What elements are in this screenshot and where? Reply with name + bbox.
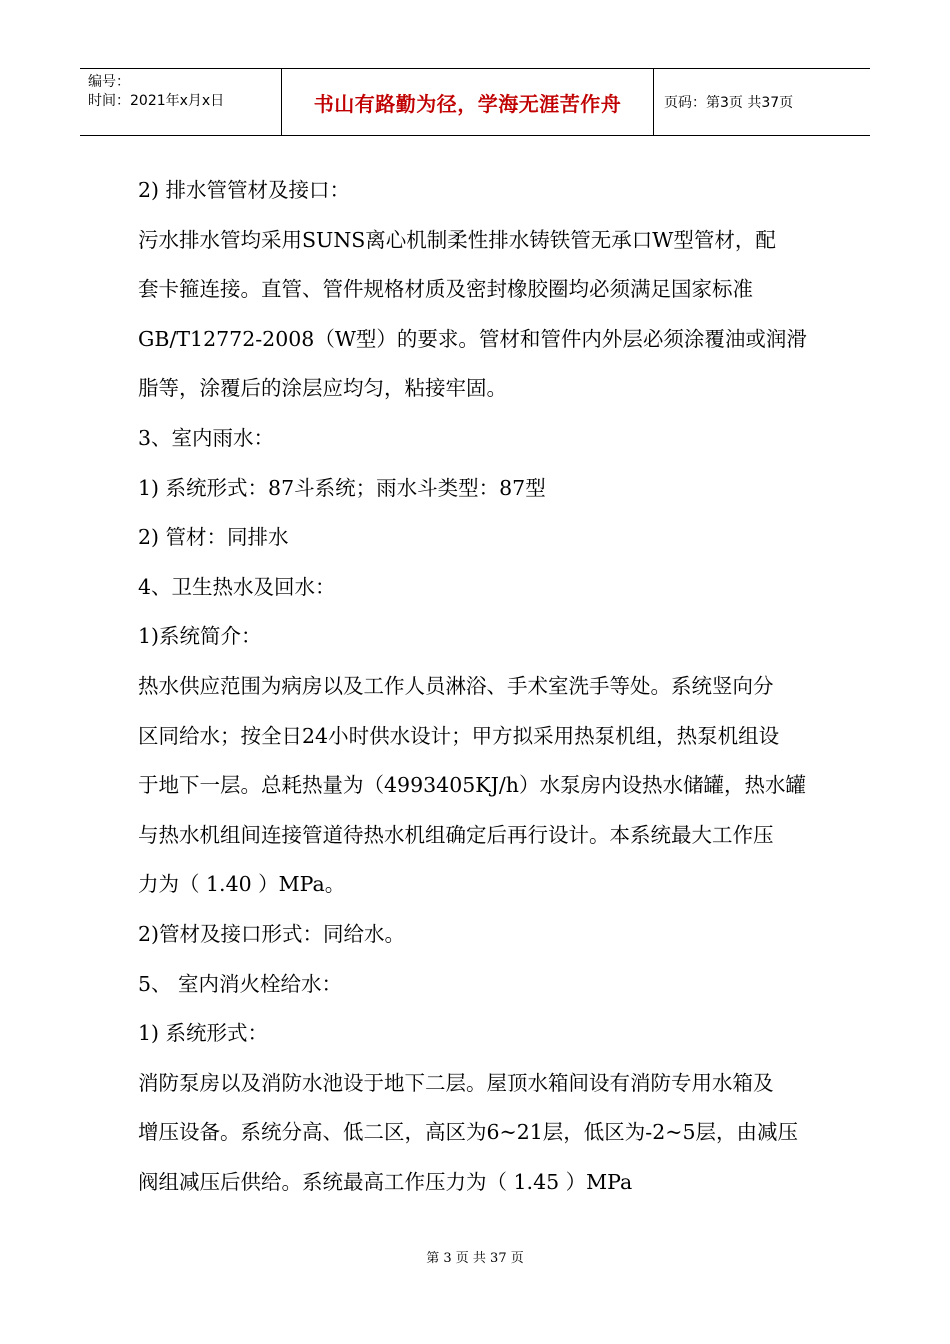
document-body xyxy=(138,166,850,1207)
text-line: 3、室内雨水： xyxy=(138,425,275,450)
text-line: 区同给水；按全日24小时供水设计；甲方拟采用热泵机组，热泵机组设 xyxy=(138,723,780,748)
text-line: 消防泵房以及消防水池设于地下二层。屋顶水箱间设有消防专用水箱及 xyxy=(138,1070,774,1095)
page-footer: 第 3 页 共 37 页 xyxy=(426,1251,524,1266)
text-line: 阀组减压后供给。系统最高工作压力为（ 1.45 ）MPa xyxy=(138,1169,633,1194)
text-line: 5、 室内消火栓给水： xyxy=(138,971,343,996)
text-line: 力为（ 1.40 ）MPa。 xyxy=(138,872,346,897)
text-line: 污水排水管均采用SUNS离心机制柔性排水铸铁管无承口W型管材，配 xyxy=(138,227,776,252)
text-line: GB/T12772-2008（W型）的要求。管材和管件内外层必须涂覆油或润滑 xyxy=(138,326,807,351)
header-motto: 书山有路勤为径，学海无涯苦作舟 xyxy=(282,69,654,135)
text-line: 2) 管材：同排水 xyxy=(138,525,289,550)
text-line: 2)管材及接口形式：同给水。 xyxy=(138,921,406,946)
date-line: 时间：2021年x月x日 xyxy=(88,93,225,109)
text-line: 2) 排水管管材及接口： xyxy=(138,178,351,202)
header-page-info: 页码：第3页 共37页 xyxy=(664,95,794,111)
text-line: 于地下一层。总耗热量为（4993405KJ/h）水泵房内设热水储罐，热水罐 xyxy=(138,773,806,798)
text-line: 1) 系统形式： xyxy=(138,1021,269,1046)
text-line: 增压设备。系统分高、低二区，高区为6~21层，低区为-2~5层，由减压 xyxy=(138,1120,798,1145)
text-line: 热水供应范围为病房以及工作人员淋浴、手术室洗手等处。系统竖向分 xyxy=(138,673,774,698)
text-line: 1)系统简介： xyxy=(138,624,262,649)
header-meta xyxy=(80,69,282,135)
page-header xyxy=(80,68,870,136)
text-line: 4、卫生热水及回水： xyxy=(138,574,336,599)
text-line: 脂等，涂覆后的涂层应均匀，粘接牢固。 xyxy=(138,376,507,401)
text-line: 1) 系统形式：87斗系统；雨水斗类型：87型 xyxy=(138,475,546,500)
number-label: 编号： xyxy=(88,74,130,90)
text-line: 套卡箍连接。直管、管件规格材质及密封橡胶圈均必须满足国家标准 xyxy=(138,277,753,302)
text-line: 与热水机组间连接管道待热水机组确定后再行设计。本系统最大工作压 xyxy=(138,822,774,847)
